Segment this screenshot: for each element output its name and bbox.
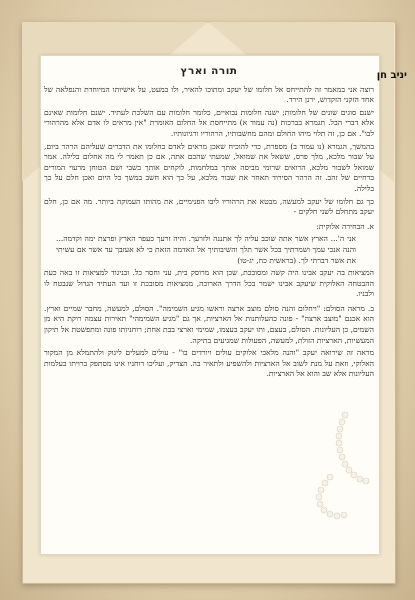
paragraph: המציאות בה יעקב אבינו היה קשה ומסובכת, שכן הוא מרוסק בית, עני וחסר כל. ובניגוד למציאות זו באה כעת ההבטחה האלוקית שיעקב אבינו ישמר בכל הדרך הארוכה, ממציאות מסובכת זו ועד העתיד הגדול שנבטח לו ולבניו. <box>44 268 374 299</box>
paragraph: רוצה אני במאמר זה להתייחס אל חלומו של יעקב ומתוכו להאיר, ולו במעט, על אישיותו המיוחדת והנפלאה של אחד הזקני הזקדוש, ירנן הירד. <box>44 84 374 105</box>
paragraph: ישנם סוגים שונים של חלומות; ישנה חלומות נבואיים, כלומר חלומות עם השלכת לעתיד. ישנם חלומות שאינם אלא דברי הבל. תגמרא בברכות (נה עמוד א) מתייחסת אל החלום האומרת "אין מראים לו אדם אלא מהרהורי לבו". אם כן, זה תלוי מיהו החולם ומהם מחשבותיו, הרהוריו ורגיונותיו. <box>44 107 374 138</box>
paragraph: בהמשך, הגמרא (נו עמוד ב) מספרת, כדי להוכיח שאכן מראים לאדם בחלומו את הדברים שעליהם הרהר ביום, על שבור מלכא, מלך פרס, ששאל את שמואל, שמעתי שהכם אתה, אם כן תאמר לי מה אחלום בלילה. אמר שמואל לשבור מלכא, הרואים שרומי מביסה אותך במלחמות, לוקחים אותך בשבי ושם הטוחן מרעוי המורים ברחיים של זהב. זה הרהר הסירוד תאחר את שבור מלכא, על כך הוא חשב במשך כל היום ואכן חלם על כך בלילה. <box>44 141 374 193</box>
article-body <box>44 66 374 548</box>
paragraph: מראה זה שירואה יעקב "והנה מלאכי אלוקים עולים ויורדים בו" - עולים למעלים לינוק ולהתמלא מן המקור האלוקי, וזאת על מנת לשוב אל הארציות ולהשפיע ולתאיר בה. הצדיק, ועליכו רוחניו אינו מסתפק ברויתו בעלמות העליונות אלא שב והוא אל הארציות. <box>44 348 374 379</box>
scripture-quote: אני ה'... הארץ אשר אתה שוכב עליה לך אתננה ולזרעך. והיה זרעך כעפר הארץ ופרצת ימה וקדמה... והנה אנכי עמך ושמרתיך בכל אשר תלך והשיבותיך אל האדמה הזאת כי לא אעזבך עד אשר אם עשיתי את אשר דברתי לך. (בראשית כח, יג-טו) <box>56 234 356 265</box>
section-heading-a: א. הבחירה אלוקית: <box>316 221 374 231</box>
author-name: יניב חן <box>376 70 407 81</box>
section-b-text: ב. מראה הסולם: "ויחלום והנה סולם מוצב ארצה וראשו מגיע השמימה". הסולם, למעשה, מחבר שמיים וארץ. הוא אכנם "מוצב ארצה" - פונה כהעלותנות אל הארציות, אך גם "מגיע השמימהי" תאירות עצמה רוקת היא מן השמים, כן העליונות. הסולם, בעצם, ותו יעקב בעצמו, שמימי וארצי בבת אחת; רוחניותו פונה ומתפשטת אל תיקון המעשיות, הארציות הזולת, למעשה, הפעולות שמגיעים בתיקה. <box>44 303 374 345</box>
article-title: תורה וארץ <box>180 65 238 77</box>
paragraph: כך גם חלומו של יעקב למעשה, מבטא את הרהוריו ליבו הפנימיים, את מהותו העמוקה ביותר. מה אם כן, חלם יעקב מתחלם לשני חלקים - <box>44 196 374 217</box>
